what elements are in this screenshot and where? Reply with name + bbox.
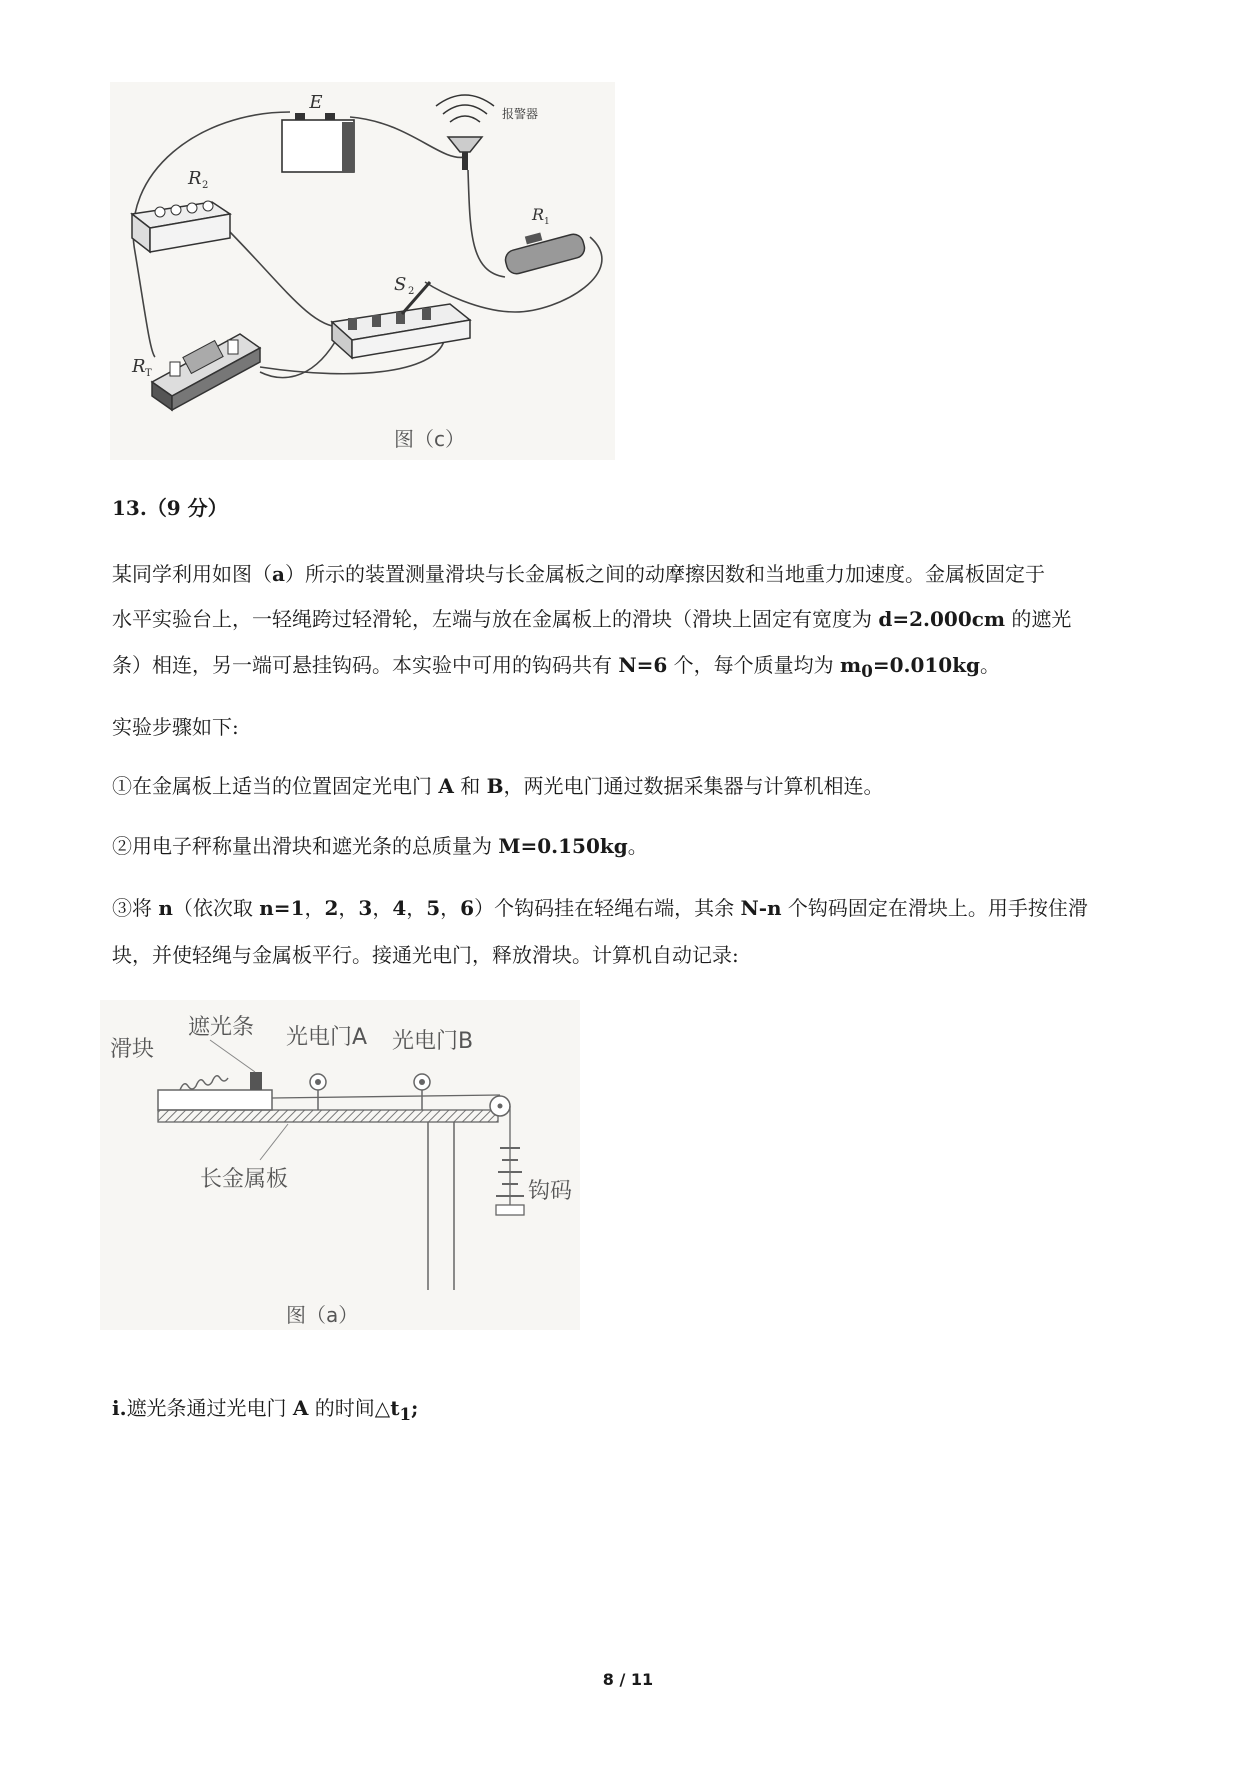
question-header: 13.（9 分） [112,496,228,520]
page-number: 8 / 11 [602,1670,654,1689]
label-r1: R [532,205,545,224]
rheostat-r1-icon [503,205,586,276]
step-2: ②用电子秤称量出滑块和遮光条的总质量为 M=0.150kg。 [112,834,648,858]
figure-a-caption: 图（a） [286,1303,359,1327]
label-s2: S [394,274,407,295]
svg-text:T: T [145,368,152,379]
figure-c-caption: 图（c） [394,427,465,451]
figure-a [100,1000,580,1330]
label-slider: 滑块 [110,1037,155,1062]
battery-icon [282,92,354,172]
intro-line-2: 水平实验台上，一轻绳跨过轻滑轮，左端与放在金属板上的滑块（滑块上固定有宽度为 d=2.000cm 的遮光 [112,607,1072,631]
photo-gate-a-icon [310,1074,326,1110]
pulley-icon [490,1096,510,1116]
label-metal-plate: 长金属板 [200,1167,289,1192]
intro-line-3: 条）相连，另一端可悬挂钩码。本实验中可用的钩码共有 N=6 个，每个质量均为 $m_0=0.010kg$。 [112,653,1001,681]
label-gate-a: 光电门A [286,1025,368,1050]
photo-gate-b-icon [414,1074,430,1110]
label-alarm: 报警器 [502,107,539,121]
svg-text:2: 2 [408,286,415,297]
label-hook-weights: 钩码 [528,1179,573,1204]
label-e: E [309,92,323,113]
hook-weights-icon [496,1106,524,1215]
label-rt: R [132,356,146,377]
step-1: ①在金属板上适当的位置固定光电门 A 和 B，两光电门通过数据采集器与计算机相连。 [112,774,884,798]
steps-title: 实验步骤如下: [112,715,239,739]
svg-text:2: 2 [202,180,209,191]
label-gate-b: 光电门B [392,1029,474,1054]
label-shade-strip: 遮光条 [188,1015,255,1040]
record-i: i.遮光条通过光电门 A 的时间$\triangle t_1$; [112,1396,419,1424]
resistance-box-r2-icon [132,168,230,252]
intro-line-1: 某同学利用如图（a）所示的装置测量滑块与长金属板之间的动摩擦因数和当地重力加速度。金属板固定于 [112,562,1045,586]
slider-icon [158,1040,272,1110]
step-3-line-2: 块，并使轻绳与金属板平行。接通光电门，释放滑块。计算机自动记录: [112,943,739,967]
step-3-line-1: ③将 n（依次取 n=1，2，3，4，5，6）个钩码挂在轻绳右端，其余 N-n 个钩码固定在滑块上。用手按住滑 [112,896,1088,920]
alarm-icon [436,95,538,170]
switch-s2-icon [332,274,470,358]
svg-text:1: 1 [544,217,550,227]
figure-c [110,82,615,460]
label-r2: R [188,168,202,189]
